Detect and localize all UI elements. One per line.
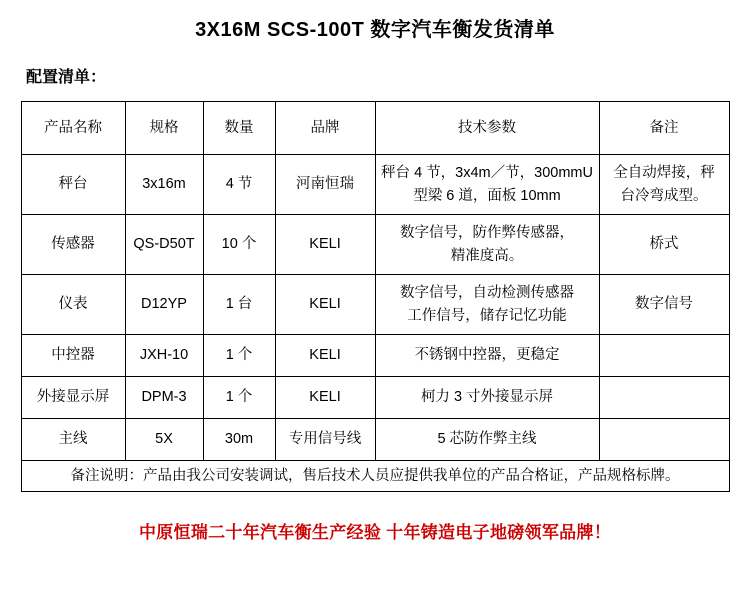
cell-tech-parameters	[375, 155, 599, 215]
cell-product-name: 中控器	[21, 335, 125, 377]
configuration-table	[21, 101, 730, 492]
tech-line: 数字信号，防作弊传感器，	[400, 225, 574, 242]
cell-note	[599, 155, 729, 215]
note-line: 台冷弯成型。	[620, 187, 708, 204]
cell-spec: DPM-3	[125, 377, 203, 419]
cell-quantity: 4 节	[203, 155, 275, 215]
table-row	[21, 419, 729, 461]
cell-quantity: 30m	[203, 419, 275, 461]
cell-note	[599, 377, 729, 419]
section-subtitle: 配置清单：	[26, 69, 107, 86]
cell-tech-parameters: 不锈钢中控器，更稳定	[375, 335, 599, 377]
tech-line: 秤台 4 节，3x4m／节，300mmU	[381, 165, 593, 182]
cell-quantity: 10 个	[203, 215, 275, 275]
table-row	[21, 275, 729, 335]
cell-tech-parameters: 柯力 3 寸外接显示屏	[375, 377, 599, 419]
tech-line: 型梁 6 道，面板 10mm	[413, 187, 561, 204]
cell-tech-parameters: 5 芯防作弊主线	[375, 419, 599, 461]
cell-note	[599, 335, 729, 377]
cell-product-name: 传感器	[21, 215, 125, 275]
column-header-brand: 品牌	[275, 102, 375, 155]
cell-product-name: 主线	[21, 419, 125, 461]
cell-note: 数字信号	[599, 275, 729, 335]
tech-line: 精准度高。	[450, 247, 524, 264]
cell-spec: QS-D50T	[125, 215, 203, 275]
table-row	[21, 155, 729, 215]
cell-brand: 河南恒瑞	[275, 155, 375, 215]
cell-spec: 3x16m	[125, 155, 203, 215]
note-line: 全自动焊接，秤	[613, 165, 715, 182]
cell-brand: 专用信号线	[275, 419, 375, 461]
cell-brand: KELI	[275, 335, 375, 377]
cell-brand: KELI	[275, 215, 375, 275]
cell-quantity: 1 个	[203, 377, 275, 419]
tech-line: 数字信号，自动检测传感器	[400, 285, 574, 302]
cell-quantity: 1 个	[203, 335, 275, 377]
column-header-tech: 技术参数	[375, 102, 599, 155]
page-title: 3X16M SCS-100T 数字汽车衡发货清单	[195, 19, 555, 41]
cell-product-name: 仪表	[21, 275, 125, 335]
footer-slogan: 中原恒瑞二十年汽车衡生产经验 十年铸造电子地磅领军品牌！	[138, 523, 612, 543]
cell-quantity: 1 台	[203, 275, 275, 335]
cell-spec: JXH-10	[125, 335, 203, 377]
tech-line: 工作信号，储存记忆功能	[407, 307, 567, 324]
cell-spec: D12YP	[125, 275, 203, 335]
cell-product-name: 秤台	[21, 155, 125, 215]
cell-brand: KELI	[275, 377, 375, 419]
column-header-note: 备注	[599, 102, 729, 155]
table-row	[21, 215, 729, 275]
column-header-name: 产品名称	[21, 102, 125, 155]
table-row	[21, 377, 729, 419]
cell-note: 桥式	[599, 215, 729, 275]
table-row	[21, 335, 729, 377]
cell-product-name: 外接显示屏	[21, 377, 125, 419]
table-footnote-row	[21, 461, 729, 492]
cell-tech-parameters	[375, 215, 599, 275]
cell-footnote: 备注说明：产品由我公司安装调试，售后技术人员应提供我单位的产品合格证，产品规格标牌。	[21, 461, 729, 492]
cell-brand: KELI	[275, 275, 375, 335]
table-header-row	[21, 102, 729, 155]
column-header-qty: 数量	[203, 102, 275, 155]
cell-tech-parameters	[375, 275, 599, 335]
cell-note	[599, 419, 729, 461]
column-header-spec: 规格	[125, 102, 203, 155]
cell-spec: 5X	[125, 419, 203, 461]
